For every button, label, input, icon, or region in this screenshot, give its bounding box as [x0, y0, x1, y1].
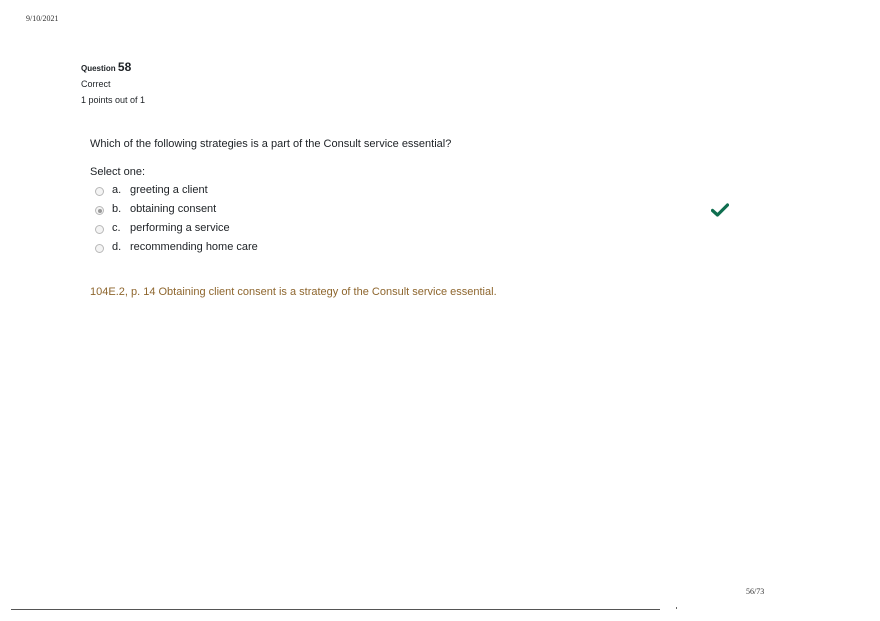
- answer-label: obtaining consent: [130, 202, 217, 215]
- print-date: 9/10/2021: [26, 14, 59, 23]
- answer-letter: b.: [112, 202, 122, 215]
- answer-label: recommending home care: [130, 240, 258, 253]
- answer-option-c[interactable]: [95, 218, 735, 237]
- answer-letter: a.: [112, 183, 122, 196]
- question-text: Which of the following strategies is a part of the Consult service essential?: [90, 138, 452, 150]
- question-grade: 1 points out of 1: [81, 95, 146, 105]
- checkmark-icon: [711, 203, 729, 217]
- answer-label: greeting a client: [130, 183, 208, 196]
- answer-radio-a[interactable]: [95, 187, 104, 196]
- question-number-value: 58: [117, 60, 132, 74]
- question-state: Correct: [81, 79, 111, 89]
- answer-option-d[interactable]: [95, 237, 735, 256]
- footer-divider: [11, 609, 660, 610]
- footer-mark: [676, 607, 677, 609]
- general-feedback: 104E.2, p. 14 Obtaining client consent is a strategy of the Consult service essential.: [90, 286, 497, 298]
- answer-radio-d[interactable]: [95, 244, 104, 253]
- answer-letter: d.: [112, 240, 122, 253]
- answer-option-b[interactable]: [95, 199, 735, 218]
- question-label: Question: [81, 64, 116, 73]
- answer-radio-c[interactable]: [95, 225, 104, 234]
- select-prompt: Select one:: [90, 166, 146, 178]
- question-number: [81, 60, 145, 74]
- answer-letter: c.: [112, 221, 121, 234]
- answer-option-a[interactable]: [95, 180, 735, 199]
- answer-radio-b[interactable]: [95, 206, 104, 215]
- answer-label: performing a service: [130, 221, 230, 234]
- page-number: 56/73: [746, 587, 765, 596]
- question-info: [81, 60, 145, 105]
- answer-list: [95, 180, 735, 256]
